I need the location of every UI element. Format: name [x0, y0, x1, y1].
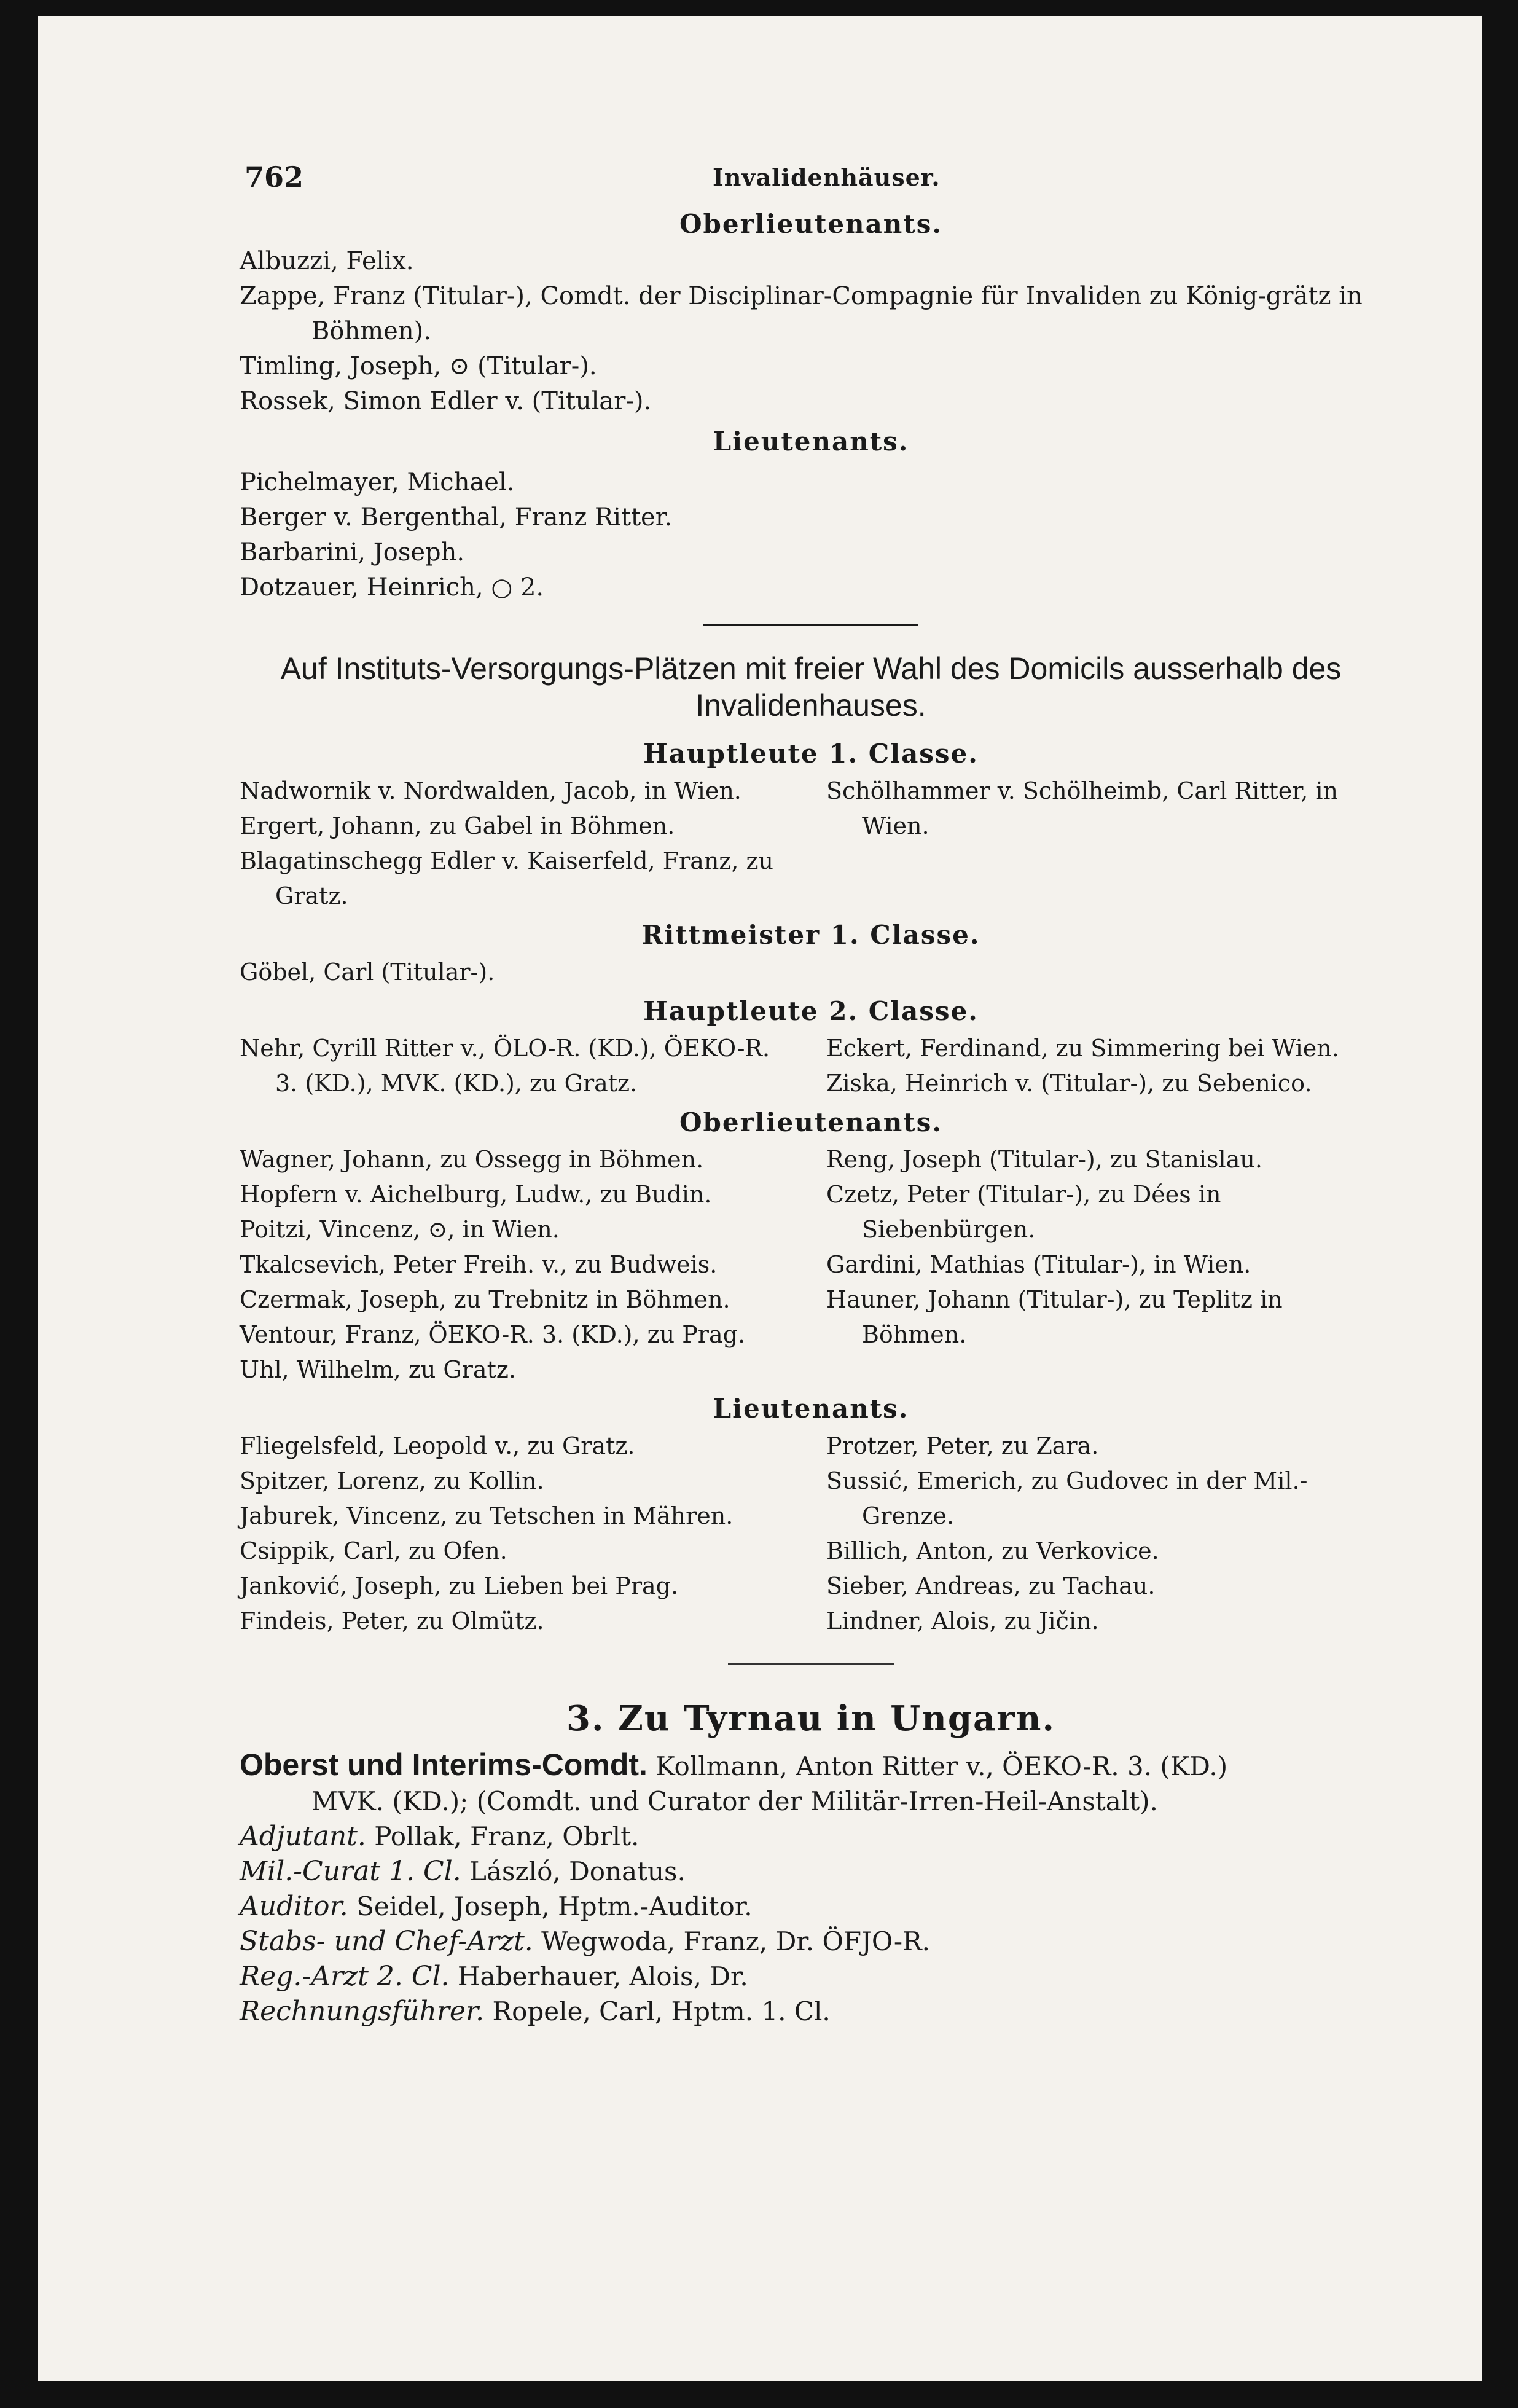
list-item: Billich, Anton, zu Verkovice.	[826, 1537, 1159, 1564]
left-column	[240, 1031, 796, 1101]
list-item: Czetz, Peter (Titular-), zu Dées in Siebenbürgen.	[826, 1181, 1221, 1243]
list-item: Uhl, Wilhelm, zu Gratz.	[240, 1356, 516, 1383]
heading-oberlieutenants-2: Oberlieutenants.	[679, 1107, 943, 1137]
list-item: Blagatinschegg Edler v. Kaiserfeld, Franz, zu Gratz.	[240, 847, 774, 909]
subtitle-line: Invalidenhauses.	[695, 688, 926, 723]
list-item: Göbel, Carl (Titular-).	[240, 959, 495, 986]
staff-name: Pollak, Franz, Obrlt.	[374, 1821, 640, 1851]
left-column	[240, 1429, 796, 1639]
list-item: Protzer, Peter, zu Zara.	[826, 1432, 1099, 1459]
list-item: Hauner, Johann (Titular-), zu Teplitz in Böhmen.	[826, 1286, 1283, 1348]
two-column-list	[240, 1031, 1382, 1101]
right-column	[826, 955, 1382, 990]
tyrnau-staff	[240, 1747, 1382, 2029]
right-column	[826, 774, 1382, 914]
section-divider-ornament	[728, 1663, 894, 1665]
list-item: Fliegelsfeld, Leopold v., zu Gratz.	[240, 1432, 635, 1459]
list-item: Dotzauer, Heinrich, ○ 2.	[240, 573, 544, 602]
list-item: Ziska, Heinrich v. (Titular-), zu Sebenico.	[826, 1070, 1312, 1097]
staff-name: Ropele, Carl, Hptm. 1. Cl.	[492, 1996, 831, 2026]
staff-entry	[240, 1959, 1382, 1994]
staff-name: Seidel, Joseph, Hptm.-Auditor.	[356, 1891, 753, 1921]
page	[240, 160, 1382, 2029]
list-item: Spitzer, Lorenz, zu Kollin.	[240, 1467, 544, 1494]
subtitle-line: Auf Instituts-Versorgungs-Plätzen mit freier Wahl des Domicils ausserhalb des	[280, 651, 1342, 686]
list-item: Tkalcsevich, Peter Freih. v., zu Budweis.	[240, 1251, 718, 1278]
list-item: Findeis, Peter, zu Olmütz.	[240, 1607, 544, 1634]
staff-role: Stabs- und Chef-Arzt.	[240, 1926, 533, 1957]
list-item: Rossek, Simon Edler v. (Titular-).	[240, 387, 652, 415]
staff-entry	[240, 1924, 1382, 1959]
scan-border-top	[0, 0, 1518, 16]
list-item: Janković, Joseph, zu Lieben bei Prag.	[240, 1572, 679, 1599]
list-item: Hopfern v. Aichelburg, Ludw., zu Budin.	[240, 1181, 712, 1208]
heading-lieutenants-2: Lieutenants.	[713, 1394, 909, 1424]
staff-name: László, Donatus.	[469, 1856, 686, 1886]
list-item: Nehr, Cyrill Ritter v., ÖLO-R. (KD.), ÖEKO-R. 3. (KD.), MVK. (KD.), zu Gratz.	[240, 1035, 770, 1097]
list-item: Lindner, Alois, zu Jičin.	[826, 1607, 1099, 1634]
list-item: Berger v. Bergenthal, Franz Ritter.	[240, 503, 673, 531]
running-head	[240, 160, 1382, 203]
staff-role: Auditor.	[240, 1891, 348, 1922]
staff-role: Rechnungsführer.	[240, 1996, 485, 2027]
staff-name: Haberhauer, Alois, Dr.	[457, 1961, 748, 1991]
list-item: Timling, Joseph, ⊙ (Titular-).	[240, 352, 597, 380]
list-item: Eckert, Ferdinand, zu Simmering bei Wien.	[826, 1035, 1339, 1062]
scan-border-bottom	[0, 2381, 1518, 2408]
staff-name: Kollmann, Anton Ritter v., ÖEKO-R. 3. (KD.)	[655, 1751, 1228, 1781]
list-item: Csippik, Carl, zu Ofen.	[240, 1537, 507, 1564]
section-divider	[703, 624, 918, 626]
list-item: Barbarini, Joseph.	[240, 538, 465, 567]
staff-entry-oberst	[240, 1747, 1382, 1784]
list-item: Pichelmayer, Michael.	[240, 468, 515, 496]
staff-role: Adjutant.	[240, 1821, 366, 1852]
list-item: Sussić, Emerich, zu Gudovec in der Mil.-Grenze.	[826, 1467, 1308, 1529]
staff-entry-continuation: MVK. (KD.); (Comdt. und Curator der Militär-Irren-Heil-Anstalt).	[311, 1786, 1158, 1816]
scan-border-left	[0, 0, 38, 2408]
staff-entry	[240, 1854, 1382, 1889]
section-title-tyrnau: 3. Zu Tyrnau in Ungarn.	[566, 1698, 1055, 1739]
staff-role: Oberst und Interims-Comdt.	[240, 1747, 647, 1782]
list-item: Ventour, Franz, ÖEKO-R. 3. (KD.), zu Prag.	[240, 1321, 746, 1348]
list-item: Sieber, Andreas, zu Tachau.	[826, 1572, 1156, 1599]
page-number: 762	[245, 160, 304, 194]
two-column-list	[240, 1429, 1382, 1639]
heading-rittmeister: Rittmeister 1. Classe.	[641, 920, 980, 950]
staff-name: Wegwoda, Franz, Dr. ÖFJO-R.	[541, 1926, 931, 1956]
list-item: Zappe, Franz (Titular-), Comdt. der Disciplinar-Compagnie für Invaliden zu König-grätz in Böhmen).	[240, 282, 1363, 345]
heading-oberlieutenants: Oberlieutenants.	[679, 209, 943, 239]
left-column	[240, 955, 796, 990]
scan-border-right	[1482, 0, 1518, 2408]
list-item: Reng, Joseph (Titular-), zu Stanislau.	[826, 1146, 1262, 1173]
right-column	[826, 1031, 1382, 1101]
list-item: Czermak, Joseph, zu Trebnitz in Böhmen.	[240, 1286, 730, 1313]
list-item: Nadwornik v. Nordwalden, Jacob, in Wien.	[240, 777, 741, 804]
staff-role: Mil.-Curat 1. Cl.	[240, 1856, 461, 1887]
right-column	[826, 1429, 1382, 1639]
heading-lieutenants: Lieutenants.	[713, 426, 909, 457]
list-item: Albuzzi, Felix.	[240, 247, 414, 275]
list-item: Gardini, Mathias (Titular-), in Wien.	[826, 1251, 1251, 1278]
two-column-list	[240, 1142, 1382, 1387]
list-item: Ergert, Johann, zu Gabel in Böhmen.	[240, 812, 675, 839]
left-column	[240, 1142, 796, 1387]
right-column	[826, 1142, 1382, 1387]
staff-entry	[240, 1819, 1382, 1854]
heading-hauptleute-1: Hauptleute 1. Classe.	[643, 739, 979, 769]
two-column-list	[240, 955, 1382, 990]
left-column	[240, 774, 796, 914]
section-subtitle	[240, 650, 1382, 724]
list-item: Jaburek, Vincenz, zu Tetschen in Mähren.	[240, 1502, 734, 1529]
staff-role: Reg.-Arzt 2. Cl.	[240, 1961, 450, 1992]
running-title: Invalidenhäuser.	[713, 163, 941, 191]
heading-hauptleute-2: Hauptleute 2. Classe.	[643, 996, 979, 1026]
two-column-list	[240, 774, 1382, 914]
staff-entry	[240, 1994, 1382, 2029]
list-item: Poitzi, Vincenz, ⊙, in Wien.	[240, 1216, 560, 1243]
list-item: Wagner, Johann, zu Ossegg in Böhmen.	[240, 1146, 704, 1173]
staff-entry	[240, 1889, 1382, 1924]
list-item: Schölhammer v. Schölheimb, Carl Ritter, in Wien.	[826, 777, 1339, 839]
